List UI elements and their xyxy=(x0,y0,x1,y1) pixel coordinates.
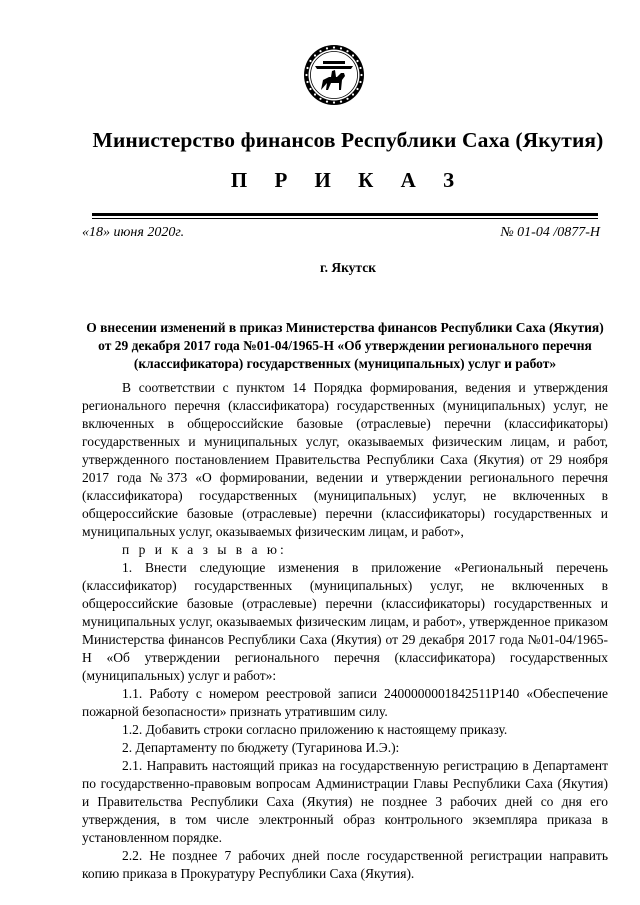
subject-line-3: (классификатора) государственных (муниципальных) услуг и работ» xyxy=(133,356,557,371)
coat-of-arms-emblem xyxy=(303,44,365,106)
issue-city: г. Якутск xyxy=(319,260,376,275)
order-date: «18» июня 2020г. xyxy=(82,225,185,240)
document-type-title: П Р И К А З xyxy=(230,168,466,192)
item-2-2-paragraph: 2.2. Не позднее 7 рабочих дней после государственной регистрации направить копию приказа в Прокуратуру Республики Саха (Якутия). xyxy=(82,848,608,881)
header-divider-thick xyxy=(92,213,598,216)
order-number: № 01-04 /0877-Н xyxy=(500,225,600,240)
item-1-1-paragraph: 1.1. Работу с номером реестровой записи 2400000001842511Р140 «Обеспечение пожарной безопасности» признать утратившим силу. xyxy=(82,686,608,719)
order-body xyxy=(82,379,608,883)
item-2-paragraph: 2. Департаменту по бюджету (Тугаринова И.Э.): xyxy=(122,740,400,755)
order-word: п р и к а з ы в а ю: xyxy=(122,542,287,557)
item-1-2-paragraph: 1.2. Добавить строки согласно приложению к настоящему приказу. xyxy=(122,722,508,737)
order-subject xyxy=(82,319,608,373)
preamble-paragraph: В соответствии с пунктом 14 Порядка формирования, ведения и утверждения регионального перечня (классификатора) государственных (муниципальных) услуг, не включенных в общероссийские базовые (отраслевые) перечни (классификаторы) государственных и муниципальных услуг, оказываемых физическим лицам, и работ, утвержденного постановлением Правительства Республики Саха (Якутия) от 29 ноября 2017 года №373 «О формировании, ведении и утверждении регионального перечня (классификатора) государственных (муниципальных) услуг, не включенных в общероссийские базовые (отраслевые) перечни (классификаторы) государственных и муниципальных услуг, оказываемых физическим лицам, и работ», xyxy=(82,380,608,539)
subject-line-2: от 29 декабря 2017 года №01-04/1965-Н «Об утверждении регионального перечня xyxy=(98,338,592,353)
header-divider-thin xyxy=(92,218,598,219)
ministry-name: Министерство финансов Республики Саха (Якутия) xyxy=(92,128,604,152)
item-2-1-paragraph: 2.1. Направить настоящий приказ на государственную регистрацию в Департамент по государственно-правовым вопросам Администрации Главы Республики Саха (Якутия) и Правительства Республики Саха (Якутия) не позднее 3 рабочих дней со дня его утверждения, в том числе электронный образ контрольного экземпляра приказа в установленном порядке. xyxy=(82,758,608,845)
item-1-paragraph: 1. Внести следующие изменения в приложение «Региональный перечень (классификатор) государственных (муниципальных) услуг, не включенных в общероссийские базовые (отраслевые) перечни (классификаторы) государственных и муниципальных услуг, оказываемых физическим лицам, и работ», утвержденное приказом Министерства финансов Республики Саха (Якутия) от 29 декабря 2017 года №01-04/1965-Н «Об утверждении регионального перечня (классификатора) государственных (муниципальных) услуг и работ»: xyxy=(82,560,608,683)
subject-line-1: О внесении изменений в приказ Министерства финансов Республики Саха (Якутия) xyxy=(86,320,604,335)
